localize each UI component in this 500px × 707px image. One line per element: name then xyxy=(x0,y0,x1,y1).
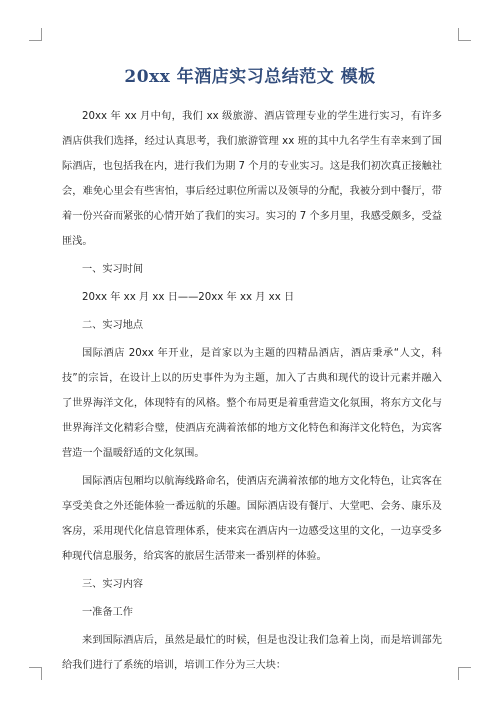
internship-dates: 20xx 年 xx 月 xx 日——20xx 年 xx 月 xx 日 xyxy=(82,292,295,303)
document-body xyxy=(62,104,442,681)
document-title: 20xx 年酒店实习总结范文 模板 xyxy=(124,67,376,87)
corner-mark-bottom-left xyxy=(29,667,42,680)
training-paragraph: 来到国际酒店后，虽然是最忙的时候，但是也没让我们急着上岗，而是培训部先给我们进行了系统的培训，培训工作分为三大块： xyxy=(62,635,442,671)
subsection-heading-preparation: 一准备工作 xyxy=(82,607,133,618)
corner-mark-bottom-right xyxy=(458,667,471,680)
corner-mark-top-left xyxy=(29,28,42,41)
intro-paragraph: 20xx 年 xx 月中旬，我们 xx 级旅游、酒店管理专业的学生进行实习，有许多酒店供我们选择，经过认真思考，我们旅游管理 xx 班的其中九名学生有幸来到了国际酒店，也包括我在内，进行我们为期 7 个月的专业实习。这是我们初次真正接触社会，难免心里会有些害怕，事后经过职位所需以及领导的分配，我被分到中餐厅，带着一份兴奋而紧张的心情开始了我们的实习。实习的 7 个多月里，我感受颇多，受益匪浅。 xyxy=(62,111,442,247)
corner-mark-top-right xyxy=(458,28,471,41)
section-heading-content: 三、实习内容 xyxy=(82,579,144,590)
hotel-rooms-paragraph: 国际酒店包厢均以航海线路命名，使酒店充满着浓郁的地方文化特色，让宾客在享受美食之外还能体验一番远航的乐趣。国际酒店设有餐厅、大堂吧、会务、康乐及客房，采用现代化信息管理体系，使来宾在酒店内一边感受这里的文化，一边享受多种现代信息服务，给宾客的旅居生活带来一番别样的体验。 xyxy=(62,476,442,562)
section-heading-location: 二、实习地点 xyxy=(82,320,144,331)
section-heading-time: 一、实习时间 xyxy=(82,264,144,275)
hotel-description-paragraph: 国际酒店 20xx 年开业，是首家以为主题的四精品酒店，酒店秉承“人文，科技”的宗旨，在设计上以的历史事件为为主题，加入了古典和现代的设计元素并融入了世界海洋文化，体现特有的风格。整个布局更是着重营造文化氛围，将东方文化与世界海洋文化精彩合璧，使酒店充满着浓郁的地方文化特色和海洋文化特色，为宾客营造一个温暖舒适的文化氛围。 xyxy=(62,348,442,459)
